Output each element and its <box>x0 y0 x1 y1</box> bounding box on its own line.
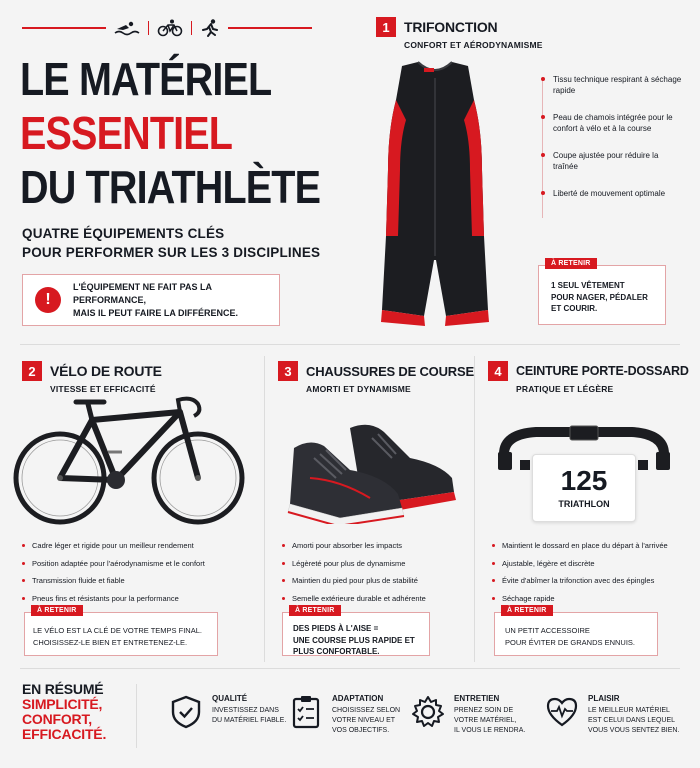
hero-title <box>20 52 320 214</box>
run-icon <box>200 19 220 37</box>
summary-item-line: VOUS VOUS SENTEZ BIEN. <box>588 727 680 734</box>
column-divider <box>474 356 475 662</box>
bib-label: TRIATHLON <box>558 499 610 509</box>
summary-item-entretien <box>410 694 525 736</box>
retenir-box-trifonction <box>538 260 666 325</box>
feature-item: Maintient le dossard en place du départ à l'arrivée <box>492 540 688 551</box>
retenir-line: POUR NAGER, PÉDALER <box>551 292 648 302</box>
hero-subtitle <box>22 224 320 262</box>
summary-item-plaisir <box>544 694 679 736</box>
discipline-icons-row <box>22 18 312 38</box>
hero-subtitle-line2: POUR PERFORMER SUR LES 3 DISCIPLINES <box>22 245 321 260</box>
hero-title-line1: LE MATÉRIEL <box>20 53 272 105</box>
icon-separator <box>148 21 149 35</box>
section-trifonction-header <box>376 17 543 50</box>
section-number: 1 <box>376 17 396 37</box>
retenir-line: 1 SEUL VÊTEMENT <box>551 281 625 290</box>
summary-item-line: PRENEZ SOIN DE <box>454 707 514 714</box>
section-ceinture-header <box>488 361 689 394</box>
retenir-text <box>25 613 217 648</box>
feature-item: Cadre léger et rigide pour un meilleur rendement <box>22 540 258 551</box>
section-title: CEINTURE PORTE-DOSSARD <box>516 364 689 378</box>
feature-item: Évite d'abîmer la trifonction avec des épingles <box>492 575 688 586</box>
callout-line1: L'ÉQUIPEMENT NE FAIT PAS LA PERFORMANCE, <box>73 281 212 305</box>
section-divider <box>20 344 680 345</box>
feature-item: Tissu technique respirant à séchage rapide <box>543 74 683 96</box>
retenir-line: LE VÉLO EST LA CLÉ DE VOTRE TEMPS FINAL. <box>33 626 202 635</box>
summary-item-line: IL VOUS LE RENDRA. <box>454 727 526 734</box>
bike-icon <box>157 19 183 37</box>
retenir-line: UN PETIT ACCESSOIRE <box>505 626 590 635</box>
hero-title-line3: DU TRIATHLÈTE <box>20 161 321 213</box>
summary-item-line: CHOISISSEZ SELON <box>332 707 401 714</box>
feature-item: Ajustable, légère et discrète <box>492 558 688 569</box>
summary-item-title: ADAPTATION <box>332 694 384 703</box>
hero-callout <box>22 274 280 326</box>
velo-features <box>22 540 258 610</box>
feature-item: Amorti pour absorber les impacts <box>282 540 470 551</box>
retenir-tag: À RETENIR <box>31 605 83 616</box>
section-number: 3 <box>278 361 298 381</box>
retenir-tag: À RETENIR <box>545 258 597 269</box>
retenir-line: POUR ÉVITER DE GRANDS ENNUIS. <box>505 637 636 647</box>
road-bike-image <box>12 390 248 528</box>
section-chaussures-header <box>278 361 474 394</box>
retenir-line: PLUS CONFORTABLE. <box>293 647 380 656</box>
retenir-text <box>495 613 657 648</box>
summary-item-adaptation <box>288 694 400 736</box>
feature-item: Pneus fins et résistants pour la performance <box>22 593 258 604</box>
summary-item-line: LE MEILLEUR MATÉRIEL <box>588 707 670 714</box>
chaussures-features <box>282 540 470 610</box>
feature-item: Coupe ajustée pour réduire la traînée <box>543 150 683 172</box>
alert-icon: ! <box>35 287 61 313</box>
retenir-box-chaussures <box>282 607 430 656</box>
feature-item: Transmission fluide et fiable <box>22 575 258 586</box>
ceinture-features <box>492 540 688 610</box>
summary-item-line: DU MATÉRIEL FIABLE. <box>212 717 287 724</box>
divider-line <box>228 27 312 29</box>
section-number: 2 <box>22 361 42 381</box>
callout-line2: MAIS IL PEUT FAIRE LA DIFFÉRENCE. <box>73 307 239 318</box>
retenir-box-velo <box>24 607 218 656</box>
gear-icon <box>410 694 446 730</box>
bib-number: 125 <box>560 465 608 496</box>
section-subtitle: CONFORT ET AÉRODYNAMISME <box>404 40 543 50</box>
callout-text <box>73 281 267 320</box>
swim-icon <box>114 20 140 36</box>
race-belt-image <box>496 424 672 524</box>
divider-line <box>22 27 106 29</box>
running-shoes-image <box>280 418 460 524</box>
summary-item-line: INVESTISSEZ DANS <box>212 707 279 714</box>
retenir-line: ET COURIR. <box>551 304 598 313</box>
retenir-text <box>539 266 665 315</box>
summary-item-title: PLAISIR <box>588 694 620 703</box>
column-divider <box>264 356 265 662</box>
retenir-line: CHOISISSEZ-LE BIEN ET ENTRETENEZ-LE. <box>33 637 188 647</box>
section-subtitle: AMORTI ET DYNAMISME <box>306 384 411 394</box>
feature-item: Maintien du pied pour plus de stabilité <box>282 575 470 586</box>
summary-item-line: VOTRE MATÉRIEL, <box>454 717 517 724</box>
retenir-line: UNE COURSE PLUS RAPIDE ET <box>293 635 415 645</box>
feature-item: Semelle extérieure durable et adhérente <box>282 593 470 604</box>
summary-item-title: ENTRETIEN <box>454 694 500 703</box>
section-title: VÉLO DE ROUTE <box>50 363 162 379</box>
summary-title-line4: EFFICACITÉ. <box>22 726 107 742</box>
section-title: TRIFONCTION <box>404 19 498 35</box>
feature-item: Position adaptée pour l'aérodynamisme et le confort <box>22 558 258 569</box>
summary-title-line1: EN RÉSUMÉ <box>22 681 104 697</box>
trifonction-features <box>543 74 683 215</box>
summary-item-line: VOS OBJECTIFS. <box>332 727 390 734</box>
section-title: CHAUSSURES DE COURSE <box>306 363 474 379</box>
summary-title <box>22 682 106 742</box>
summary-item-line: VOTRE NIVEAU ET <box>332 717 396 724</box>
retenir-tag: À RETENIR <box>501 605 553 616</box>
race-bib <box>532 454 636 522</box>
heart-pulse-icon <box>544 694 580 730</box>
feature-item: Séchage rapide <box>492 593 688 604</box>
section-divider <box>20 668 680 669</box>
retenir-tag: À RETENIR <box>289 605 341 616</box>
section-number: 4 <box>488 361 508 381</box>
feature-item: Liberté de mouvement optimale <box>543 188 683 199</box>
retenir-text <box>283 613 429 658</box>
summary-item-line: EST CELUI DANS LEQUEL <box>588 717 676 724</box>
summary-divider <box>136 684 137 748</box>
summary-title-line2: SIMPLICITÉ, <box>22 696 103 712</box>
summary-title-line3: CONFORT, <box>22 711 92 727</box>
retenir-line: DES PIEDS À L'AISE = <box>293 624 379 633</box>
summary-item-title: QUALITÉ <box>212 694 248 703</box>
retenir-box-ceinture <box>494 607 658 656</box>
icon-separator <box>191 21 192 35</box>
trisuit-image <box>370 60 500 332</box>
hero-title-line2: ESSENTIEL <box>20 107 233 159</box>
section-subtitle: VITESSE ET EFFICACITÉ <box>50 384 156 394</box>
feature-item: Peau de chamois intégrée pour le confort à vélo et à la course <box>543 112 683 134</box>
checklist-icon <box>288 694 324 730</box>
hero-subtitle-line1: QUATRE ÉQUIPEMENTS CLÉS <box>22 226 225 241</box>
summary-item-qualite <box>168 694 286 730</box>
feature-item: Légèreté pour plus de dynamisme <box>282 558 470 569</box>
shield-check-icon <box>168 694 204 730</box>
section-subtitle: PRATIQUE ET LÉGÈRE <box>516 384 614 394</box>
